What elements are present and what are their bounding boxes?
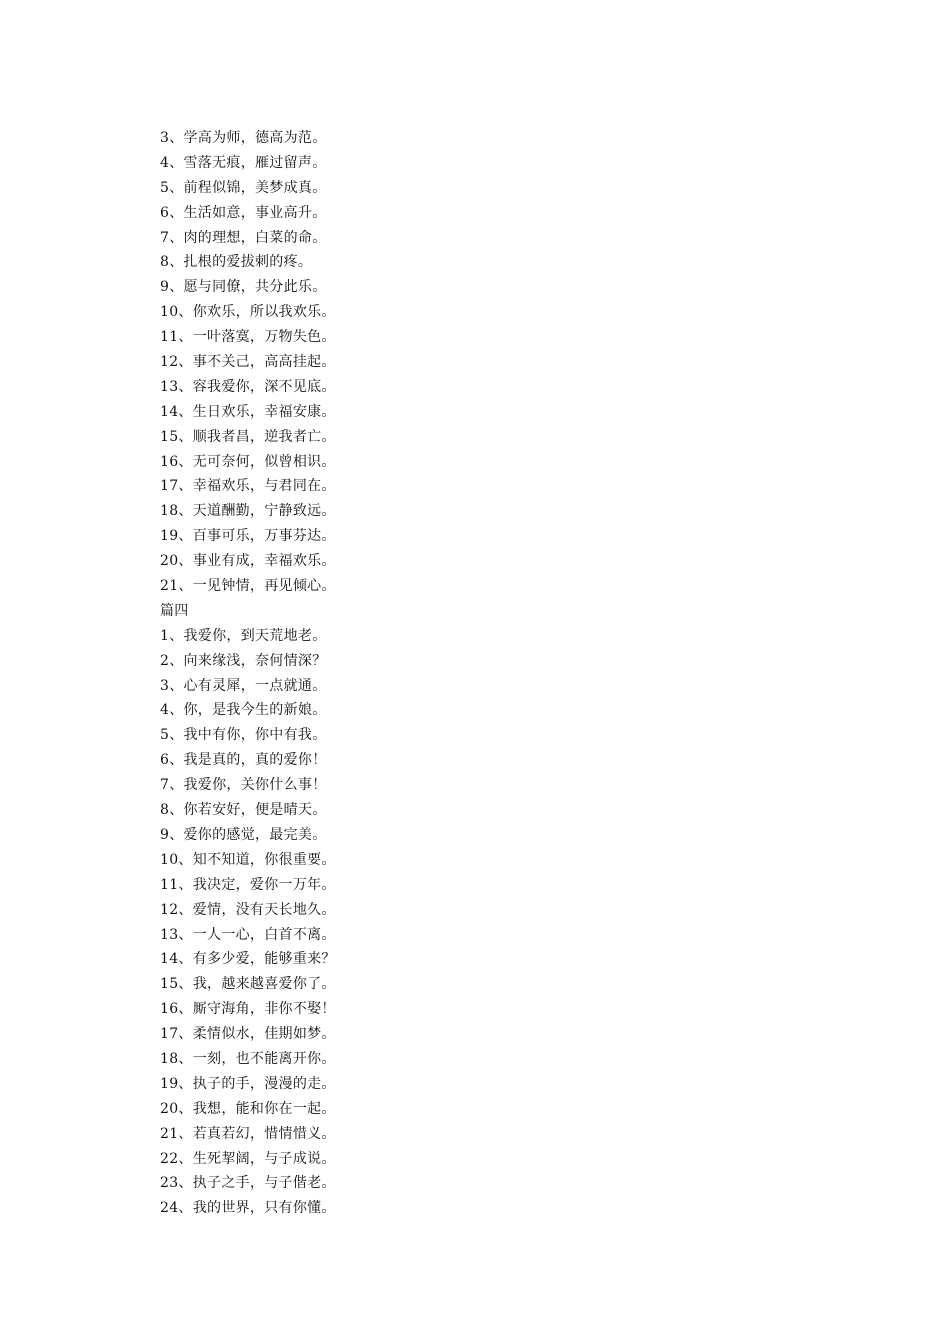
text-line: 2、向来缘浅，奈何情深？ [160,652,327,669]
text-line: 22、生死挈阔，与子成说。 [160,1150,336,1167]
text-line: 16、无可奈何，似曾相识。 [160,453,336,470]
text-line: 11、我决定，爱你一万年。 [160,876,336,893]
text-line: 8、扎根的爱拔刺的疼。 [160,254,313,271]
text-line: 19、执子的手，漫漫的走。 [160,1075,336,1092]
text-line: 3、心有灵犀，一点就通。 [160,677,327,694]
text-line: 7、肉的理想，白菜的命。 [160,229,327,246]
text-line: 13、一人一心，白首不离。 [160,926,336,943]
text-line: 14、有多少爱，能够重来？ [160,951,336,968]
text-line: 10、你欢乐，所以我欢乐。 [160,304,336,321]
text-line: 17、幸福欢乐，与君同在。 [160,478,336,495]
text-line: 1、我爱你，到天荒地老。 [160,627,327,644]
text-line: 5、我中有你，你中有我。 [160,727,327,744]
text-line: 20、我想，能和你在一起。 [160,1100,336,1117]
text-line: 12、爱情，没有天长地久。 [160,901,336,918]
section-heading: 篇四 [160,602,189,619]
text-line: 17、柔情似水，佳期如梦。 [160,1026,336,1043]
text-line: 6、我是真的，真的爱你！ [160,752,327,769]
text-line: 5、前程似锦，美梦成真。 [160,179,327,196]
text-line: 18、一刻，也不能离开你。 [160,1050,336,1067]
text-line: 7、我爱你，关你什么事！ [160,777,327,794]
text-line: 24、我的世界，只有你懂。 [160,1200,336,1217]
text-line: 8、你若安好，便是晴天。 [160,802,327,819]
text-line: 9、爱你的感觉，最完美。 [160,826,327,843]
text-line: 9、愿与同僚，共分此乐。 [160,279,327,296]
text-line: 3、学高为师，德高为范。 [160,130,327,146]
text-line: 21、一见钟情，再见倾心。 [160,578,336,595]
text-line: 14、生日欢乐，幸福安康。 [160,403,336,420]
text-line: 20、事业有成，幸福欢乐。 [160,553,336,570]
text-line: 6、生活如意，事业高升。 [160,204,327,221]
text-line: 13、容我爱你，深不见底。 [160,378,336,395]
text-line: 10、知不知道，你很重要。 [160,851,336,868]
text-line: 12、事不关己，高高挂起。 [160,354,336,371]
text-line: 19、百事可乐，万事芬达。 [160,528,336,545]
document-body [160,126,780,1221]
text-line: 4、雪落无痕，雁过留声。 [160,154,327,171]
text-line: 15、我，越来越喜爱你了。 [160,976,336,993]
text-line: 18、天道酬勤，宁静致远。 [160,503,336,520]
text-line: 4、你，是我今生的新娘。 [160,702,327,719]
text-line: 16、厮守海角，非你不娶！ [160,1001,336,1018]
text-line: 11、一叶落寞，万物失色。 [160,329,336,346]
text-line: 21、若真若幻，惜情惜义。 [160,1125,336,1142]
text-line: 23、执子之手，与子偕老。 [160,1175,336,1192]
text-line: 15、顺我者昌，逆我者亡。 [160,428,336,445]
